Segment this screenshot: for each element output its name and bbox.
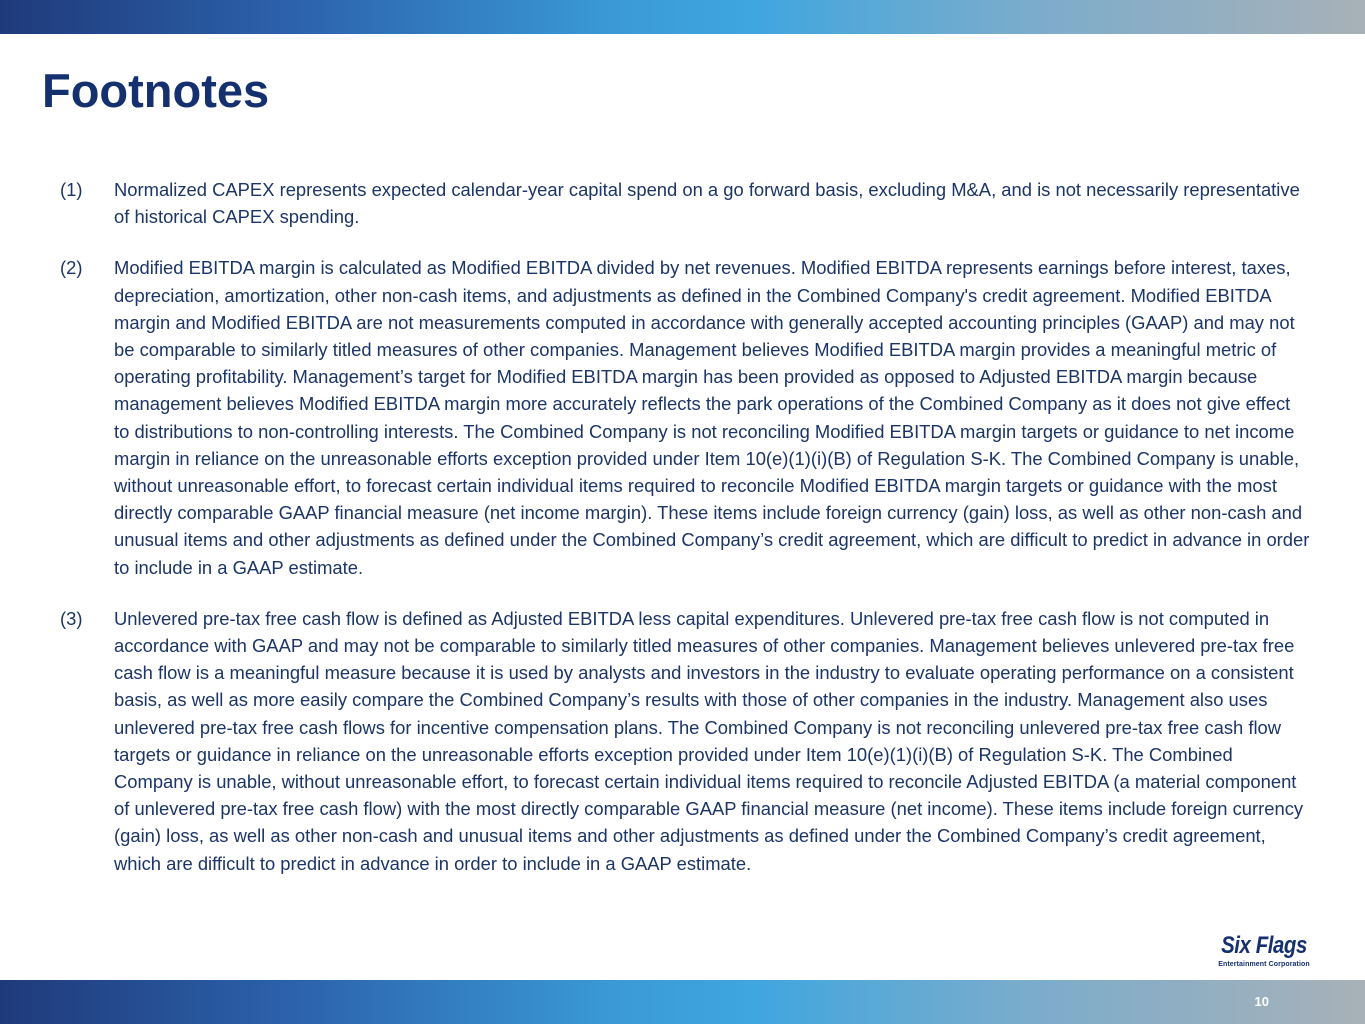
logo-wordmark: Six Flags [1221, 932, 1307, 959]
logo-subtitle: Entertainment Corporation [1218, 961, 1310, 968]
footnote-1 [60, 176, 1310, 230]
footnote-number: (1) [60, 179, 83, 200]
footnote-text: Unlevered pre-tax free cash flow is defined as Adjusted EBITDA less capital expenditures. Unlevered pre-tax free cash flow is not computed in accordance with GAAP and may not be comparable to similarly titled measures of other companies. Management believes unlevered pre-tax free cash flow is a meaningful measure because it is used by analysts and investors in the industry to evaluate operating performance on a consistent basis, as well as more easily compare the Combined Company’s results with those of other companies in the industry. Management also uses unlevered pre-tax free cash flows for incentive compensation plans. The Combined Company is not reconciling unlevered pre-tax free cash flow targets or guidance in reliance on the unreasonable efforts exception provided under Item 10(e)(1)(i)(B) of Regulation S-K. The Combined Company is unable, without unreasonable effort, to forecast certain individual items required to reconcile Adjusted EBITDA (a material component of unlevered pre-tax free cash flow) with the most directly comparable GAAP financial measure (net income). These items include foreign currency (gain) loss, as well as other non-cash and unusual items and other adjustments as defined under the Combined Company’s credit agreement, which are difficult to predict in advance in order to include in a GAAP estimate. [114, 607, 1304, 874]
footnote-number: (3) [60, 607, 83, 629]
page-number: 10 [1254, 994, 1269, 1009]
page-title: Footnotes [42, 64, 270, 117]
top-decorative-bar [0, 0, 1365, 34]
footnote-number: (2) [60, 257, 83, 279]
footnote-3 [60, 605, 1310, 877]
bottom-decorative-bar [0, 980, 1365, 1024]
footnote-2 [60, 254, 1310, 580]
footnote-text: Modified EBITDA margin is calculated as Modified EBITDA divided by net revenues. Modified EBITDA represents earnings before interest, taxes, depreciation, amortization, other non-cash items, and adjustments as defined in the Combined Company's credit agreement. Modified EBITDA margin and Modified EBITDA are not measurements computed in accordance with generally accepted accounting principles (GAAP) and may not be comparable to similarly titled measures of other companies. Management believes Modified EBITDA margin provides a meaningful metric of operating profitability. Management’s target for Modified EBITDA margin has been provided as opposed to Adjusted EBITDA margin because management believes Modified EBITDA margin more accurately reflects the park operations of the Combined Company as it does not give effect to distributions to non-controlling interests. The Combined Company is not reconciling Modified EBITDA margin targets or guidance to net income margin in reliance on the unreasonable efforts exception provided under Item 10(e)(1)(i)(B) of Regulation S-K. The Combined Company is unable, without unreasonable effort, to forecast certain individual items required to reconcile Modified EBITDA margin targets or guidance with the most directly comparable GAAP financial measure (net income margin). These items include foreign currency (gain) loss, as well as other non-cash and unusual items and other adjustments as defined under the Combined Company’s credit agreement, which are difficult to predict in advance in order to include in a GAAP estimate. [114, 257, 1310, 578]
footnotes-list [60, 176, 1310, 901]
footnote-text: Normalized CAPEX represents expected calendar-year capital spend on a go forward basis, excluding M&A, and is not necessarily representative of historical CAPEX spending. [114, 179, 1300, 228]
six-flags-logo [1210, 932, 1318, 974]
